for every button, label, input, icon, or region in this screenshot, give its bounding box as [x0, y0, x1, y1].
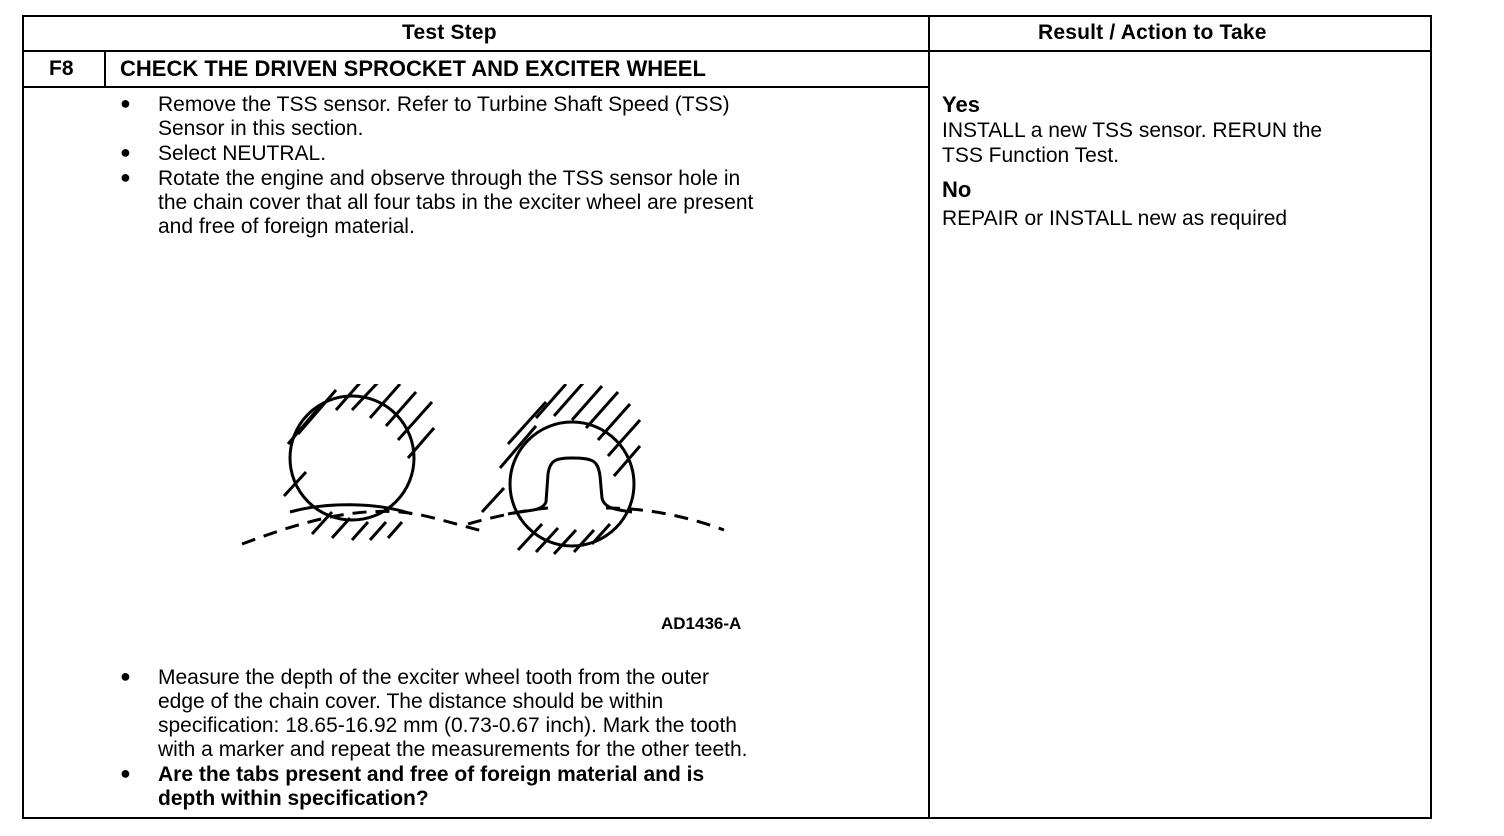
- figure-label: AD1436-A: [661, 614, 742, 633]
- bullet-dot-icon: ●: [120, 167, 131, 187]
- column-divider: [928, 15, 930, 819]
- bullet-4-line-2: edge of the chain cover. The distance should be within: [158, 690, 664, 713]
- bullet-3-line-1: Rotate the engine and observe through the TSS sensor hole in: [158, 167, 741, 190]
- yes-action-line-2: TSS Function Test.: [942, 144, 1120, 167]
- bullet-5-line-2: depth within specification?: [158, 787, 429, 810]
- right-sensor-hole: [510, 422, 634, 546]
- left-hole-hatching: [284, 384, 434, 540]
- bullet-3-line-2: the chain cover that all four tabs in the exciter wheel are present: [158, 191, 754, 214]
- bullet-2-line-1: Select NEUTRAL.: [158, 142, 327, 165]
- bullet-4-line-1: Measure the depth of the exciter wheel tooth from the outer: [158, 666, 709, 689]
- bullet-dot-icon: ●: [120, 763, 131, 783]
- exciter-wheel-figure: [236, 384, 756, 574]
- header-result-action: Result / Action to Take: [1038, 21, 1267, 44]
- bullet-3-line-3: and free of foreign material.: [158, 215, 415, 238]
- bullet-1-line-2: Sensor in this section.: [158, 117, 364, 140]
- bullet-dot-icon: ●: [120, 93, 131, 113]
- step-id: F8: [49, 57, 74, 80]
- bullet-4-line-3: specification: 18.65-16.92 mm (0.73-0.67 inch). Mark the tooth: [158, 714, 737, 737]
- step-title-rule: [22, 86, 929, 88]
- bullet-5-line-1: Are the tabs present and free of foreign material and is: [158, 763, 705, 786]
- bullet-1-line-1: Remove the TSS sensor. Refer to Turbine Shaft Speed (TSS): [158, 93, 730, 116]
- header-rule: [22, 50, 1432, 52]
- step-title: CHECK THE DRIVEN SPROCKET AND EXCITER WHEEL: [120, 56, 706, 81]
- no-action: REPAIR or INSTALL new as required: [942, 207, 1288, 230]
- exciter-wheel-tooth: [508, 458, 632, 514]
- yes-action-line-1: INSTALL a new TSS sensor. RERUN the: [942, 119, 1323, 142]
- exciter-wheel-solid-arc: [290, 505, 412, 514]
- yes-label: Yes: [942, 92, 980, 117]
- exciter-wheel-edge-right: [468, 508, 724, 530]
- header-test-step: Test Step: [402, 21, 497, 44]
- step-id-divider: [104, 51, 106, 87]
- bullet-dot-icon: ●: [120, 142, 131, 162]
- no-label: No: [942, 177, 972, 202]
- bullet-dot-icon: ●: [120, 666, 131, 686]
- left-sensor-hole: [290, 396, 414, 520]
- bullet-4-line-4: with a marker and repeat the measurements for the other teeth.: [158, 738, 748, 761]
